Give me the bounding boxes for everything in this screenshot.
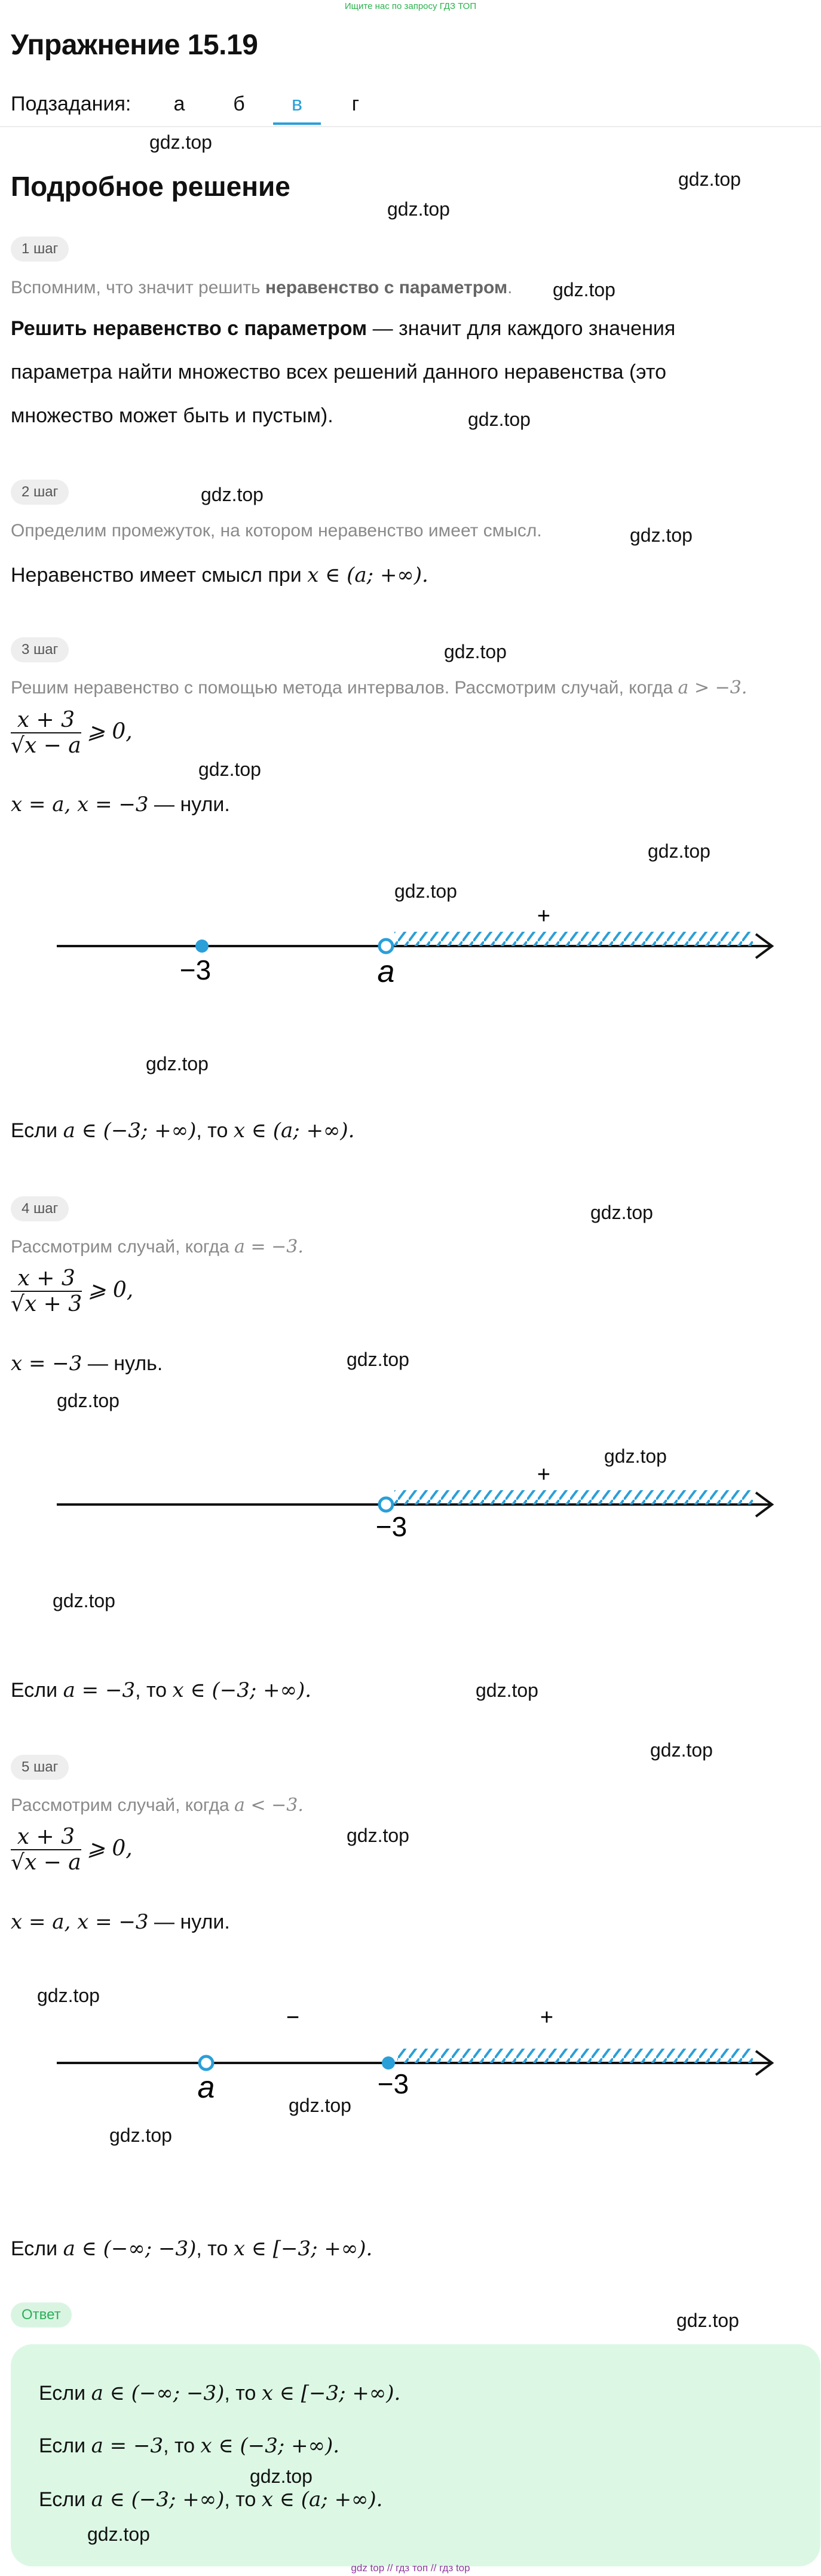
step-hint: Вспомним, что значит решить неравенство с параметром. xyxy=(11,278,513,297)
step-badge: 3 шаг xyxy=(11,637,69,662)
relation: ⩾ 0, xyxy=(88,1278,134,1303)
number-line xyxy=(0,2001,821,2108)
watermark: gdz.top xyxy=(387,198,450,220)
step-badge: 2 шаг xyxy=(11,480,69,505)
hatch-region xyxy=(394,1490,753,1505)
subtasks-label: Подзадания: xyxy=(11,93,131,115)
active-tab-indicator xyxy=(273,122,321,125)
point-label: a xyxy=(197,2070,215,2105)
answer-line: Если a ∈ (−∞; −3), то x ∈ [−3; +∞). xyxy=(39,2381,401,2405)
step-hint: Определим промежуток, на котором неравенство имеет смысл. xyxy=(11,521,542,541)
tab-g[interactable]: г xyxy=(351,93,360,115)
watermark: gdz.top xyxy=(53,1590,115,1611)
step-conclusion: Если a ∈ (−3; +∞), то x ∈ (a; +∞). xyxy=(11,1119,355,1143)
watermark: gdz.top xyxy=(250,2466,313,2487)
zeros-text: x = a, x = −3 — нули. xyxy=(11,1910,230,1934)
point-label: a xyxy=(377,954,395,989)
tab-b[interactable]: б xyxy=(233,93,245,115)
filled-point xyxy=(195,939,209,953)
answer-line: Если a = −3, то x ∈ (−3; +∞). xyxy=(39,2434,340,2458)
plus-sign: + xyxy=(540,2005,554,2030)
watermark: gdz.top xyxy=(146,1053,209,1074)
point-label: −3 xyxy=(375,1511,408,1542)
numerator: x + 3 xyxy=(17,1825,75,1849)
watermark: gdz.top xyxy=(630,524,693,546)
denominator: √x + 3 xyxy=(11,1292,82,1316)
watermark: gdz.top xyxy=(149,131,212,153)
hatch-region xyxy=(397,2049,753,2063)
minus-sign: − xyxy=(286,2005,300,2030)
open-point xyxy=(379,939,393,953)
open-point xyxy=(379,1498,393,1511)
watermark: gdz.top xyxy=(87,2523,150,2545)
point-label: −3 xyxy=(377,2068,409,2099)
watermark: gdz.top xyxy=(468,409,531,430)
step-badge: 1 шаг xyxy=(11,237,69,262)
tab-v[interactable]: в xyxy=(291,93,303,115)
watermark: gdz.top xyxy=(347,1825,409,1846)
watermark: gdz.top xyxy=(676,2310,739,2331)
plus-sign: + xyxy=(537,1462,551,1487)
watermark: gdz.top xyxy=(201,484,264,505)
step-hint: Рассмотрим случай, когда a < −3. xyxy=(11,1795,304,1816)
denominator: √x − a xyxy=(11,733,81,758)
watermark: gdz.top xyxy=(198,759,261,780)
inequality xyxy=(11,1266,133,1316)
watermark: gdz.top xyxy=(37,1985,100,2006)
step-hint: Рассмотрим случай, когда a = −3. xyxy=(11,1236,304,1257)
zeros-text: x = −3 — нуль. xyxy=(11,1352,163,1375)
filled-point xyxy=(382,2056,395,2070)
step-paragraph: Решить неравенство с параметром — значит для каждого значения параметра найти множество всех решений данного неравенства (это множество может быть и пустым). xyxy=(11,317,676,427)
step-text: Неравенство имеет смысл при x ∈ (a; +∞). xyxy=(11,563,428,587)
relation: ⩾ 0, xyxy=(87,719,133,744)
answer-line: Если a ∈ (−3; +∞), то x ∈ (a; +∞). xyxy=(39,2488,383,2511)
top-ad-text[interactable]: Ищите нас по запросу ГДЗ ТОП xyxy=(344,1,477,11)
inequality xyxy=(11,708,133,758)
section-title: Подробное решение xyxy=(11,171,290,202)
watermark: gdz.top xyxy=(604,1445,667,1467)
inequality xyxy=(11,1825,133,1875)
denominator: √x − a xyxy=(11,1850,81,1875)
relation: ⩾ 0, xyxy=(87,1836,133,1861)
watermark: gdz.top xyxy=(678,168,741,190)
watermark: gdz.top xyxy=(553,279,615,300)
point-label: −3 xyxy=(179,954,212,985)
watermark: gdz.top xyxy=(476,1680,538,1701)
plus-sign: + xyxy=(537,904,551,929)
watermark: gdz.top xyxy=(650,1739,713,1761)
number-line xyxy=(0,884,821,991)
header-divider xyxy=(0,126,821,127)
watermark: gdz.top xyxy=(347,1349,409,1370)
watermark: gdz.top xyxy=(648,840,710,862)
step-conclusion: Если a ∈ (−∞; −3), то x ∈ [−3; +∞). xyxy=(11,2237,373,2261)
page-title: Упражнение 15.19 xyxy=(11,29,258,61)
watermark: gdz.top xyxy=(109,2124,172,2146)
footer-text: gdz top // гдз топ // гдз top xyxy=(351,2562,470,2574)
watermark: gdz.top xyxy=(394,880,457,902)
answer-badge: Ответ xyxy=(11,2302,72,2328)
number-line xyxy=(0,1442,821,1550)
step-badge: 5 шаг xyxy=(11,1755,69,1780)
numerator: x + 3 xyxy=(17,708,75,732)
watermark: gdz.top xyxy=(289,2095,351,2116)
numerator: x + 3 xyxy=(17,1266,75,1291)
open-point xyxy=(200,2056,213,2070)
step-badge: 4 шаг xyxy=(11,1196,69,1221)
step-conclusion: Если a = −3, то x ∈ (−3; +∞). xyxy=(11,1678,312,1702)
watermark: gdz.top xyxy=(444,641,507,662)
step-hint: Решим неравенство с помощью метода интервалов. Рассмотрим случай, когда a > −3. xyxy=(11,677,748,698)
zeros-text: x = a, x = −3 — нули. xyxy=(11,793,230,816)
tab-a[interactable]: а xyxy=(173,93,185,115)
watermark: gdz.top xyxy=(57,1390,120,1411)
watermark: gdz.top xyxy=(590,1202,653,1223)
hatch-region xyxy=(394,932,753,946)
